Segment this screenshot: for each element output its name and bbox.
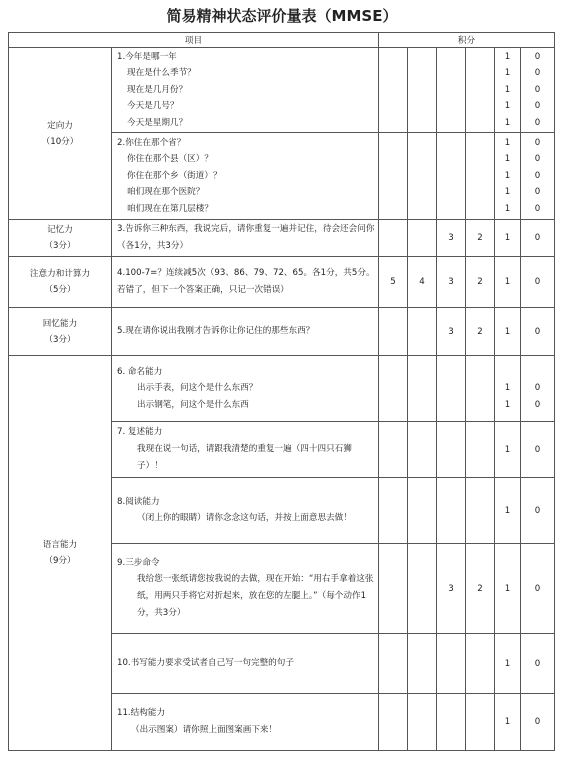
item-cell	[112, 133, 379, 220]
question-line: 现在是什么季节？	[127, 68, 196, 79]
category-language	[9, 356, 112, 751]
score-cell	[379, 220, 408, 257]
question-line: 你住在那个乡（街道）？	[127, 170, 222, 181]
category-orientation	[9, 48, 112, 220]
page-title: 简易精神状态评价量表（MMSE）	[166, 7, 398, 25]
question-line: 2.你住在那个省？	[117, 137, 186, 148]
category-label: 注意力和计算力	[29, 269, 91, 279]
score-value: 1	[504, 117, 511, 128]
score-cell: 2	[466, 220, 495, 257]
score-cell: 0	[521, 220, 555, 257]
score-cell	[379, 308, 408, 356]
score-cell	[408, 133, 437, 220]
item-cell	[112, 48, 379, 133]
score-cell	[437, 478, 466, 544]
score-cell	[437, 694, 466, 751]
question-text: 5.现在请你说出我刚才告诉你让你记住的那些东西？	[117, 326, 315, 336]
score-cell	[521, 133, 555, 220]
score-cell	[379, 48, 408, 133]
score-value: 0	[534, 117, 541, 128]
score-cell	[379, 694, 408, 751]
question-line: 你住在那个县（区）？	[127, 154, 213, 165]
table-row	[9, 220, 555, 257]
question-text: 4.100-7=？连续减5次（93、86、79、72、65。各1分，共5分。若错了，但下一个答案正确，只记一次错误）	[117, 268, 375, 295]
question-text: 我给您一张纸请您按我说的去做，现在开始：“用右手拿着这张纸，用两只手将它对折起来，放在您的左腿上。”（每个动作1分，共3分）	[137, 574, 374, 619]
score-cell	[466, 422, 495, 478]
table-row	[9, 356, 555, 422]
question-line: 咱们现在在第几层楼？	[127, 203, 213, 214]
score-cell	[379, 422, 408, 478]
item-cell	[112, 308, 379, 356]
score-cell: 0	[521, 694, 555, 751]
table-header-row	[9, 33, 555, 48]
question-text: （出示图案）请你照上面图案画下来！	[131, 725, 278, 735]
score-cell	[437, 48, 466, 133]
score-cell	[466, 634, 495, 694]
score-cell	[437, 356, 466, 422]
score-value: 0	[534, 101, 541, 112]
score-cell	[408, 694, 437, 751]
question-text: 3.告诉你三种东西，我说完后，请你重复一遍并记住，待会还会问你（各1分，共3分）	[117, 224, 375, 251]
score-value: 0	[534, 382, 541, 393]
category-recall	[9, 308, 112, 356]
score-value: 1	[504, 51, 511, 62]
score-cell: 3	[437, 544, 466, 634]
score-cell: 0	[521, 422, 555, 478]
score-value: 1	[504, 68, 511, 79]
score-cell	[408, 356, 437, 422]
score-value: 0	[534, 399, 541, 410]
category-label: 记忆力	[47, 225, 73, 235]
question-heading: 8.阅读能力	[117, 496, 160, 507]
score-cell: 2	[466, 544, 495, 634]
score-cell: 5	[379, 257, 408, 308]
score-cell: 2	[466, 257, 495, 308]
score-cell	[521, 48, 555, 133]
score-cell	[437, 422, 466, 478]
score-cell	[379, 133, 408, 220]
score-value: 0	[534, 187, 541, 198]
score-cell	[495, 48, 521, 133]
score-value: 1	[504, 101, 511, 112]
table-row	[9, 257, 555, 308]
category-memory	[9, 220, 112, 257]
question-line: 出示钢笔，问这个是什么东西	[137, 399, 249, 410]
category-points: （3分）	[44, 241, 76, 251]
score-cell: 1	[495, 220, 521, 257]
question-line: 今天是星期几？	[127, 117, 188, 128]
score-cell: 1	[495, 634, 521, 694]
score-cell: 3	[437, 257, 466, 308]
score-value: 0	[534, 84, 541, 95]
category-label: 回忆能力	[42, 318, 78, 329]
mmse-table	[8, 32, 555, 751]
item-cell	[112, 422, 379, 478]
score-value: 0	[534, 51, 541, 62]
score-cell: 1	[495, 422, 521, 478]
score-cell	[408, 422, 437, 478]
score-value: 1	[504, 154, 511, 165]
question-line: 咱们现在那个医院？	[127, 187, 205, 198]
score-cell: 0	[521, 308, 555, 356]
score-cell	[495, 133, 521, 220]
score-cell	[379, 544, 408, 634]
category-points: （5分）	[44, 285, 76, 295]
score-cell	[408, 478, 437, 544]
score-cell: 2	[466, 308, 495, 356]
score-cell	[408, 48, 437, 133]
score-cell: 4	[408, 257, 437, 308]
score-value: 1	[504, 84, 511, 95]
category-label: 定向力	[47, 120, 73, 131]
score-value: 1	[504, 187, 511, 198]
question-line: 出示手表，问这个是什么东西？	[137, 383, 258, 394]
score-cell: 1	[495, 544, 521, 634]
score-cell	[466, 478, 495, 544]
score-value: 1	[504, 137, 511, 148]
score-value: 1	[504, 399, 511, 410]
question-line: 1.今年是哪一年	[117, 51, 177, 62]
score-cell: 1	[495, 308, 521, 356]
score-cell: 3	[437, 220, 466, 257]
score-cell	[408, 308, 437, 356]
question-heading: 11.结构能力	[117, 708, 166, 719]
score-cell	[379, 478, 408, 544]
table-row	[9, 308, 555, 356]
score-cell	[379, 356, 408, 422]
score-cell: 0	[521, 257, 555, 308]
score-cell: 1	[495, 478, 521, 544]
category-points: （9分）	[44, 556, 76, 566]
item-cell	[112, 257, 379, 308]
category-label: 语言能力	[42, 540, 78, 550]
score-cell	[466, 694, 495, 751]
score-value: 0	[534, 154, 541, 165]
score-cell	[408, 634, 437, 694]
score-cell: 3	[437, 308, 466, 356]
score-value: 0	[534, 68, 541, 79]
score-value: 1	[504, 170, 511, 181]
score-cell	[379, 634, 408, 694]
header-item: 项目	[9, 33, 379, 48]
score-value: 0	[534, 170, 541, 181]
table-row	[9, 48, 555, 133]
question-line: 今天是几号？	[127, 101, 179, 112]
category-attention	[9, 257, 112, 308]
score-cell	[408, 544, 437, 634]
score-cell: 1	[495, 257, 521, 308]
score-cell: 0	[521, 634, 555, 694]
score-cell: 1	[495, 694, 521, 751]
item-cell	[112, 220, 379, 257]
item-cell	[112, 356, 379, 422]
score-cell: 0	[521, 478, 555, 544]
score-cell: 0	[521, 544, 555, 634]
header-score: 积分	[379, 33, 555, 48]
score-cell	[495, 356, 521, 422]
category-points: （3分）	[44, 334, 76, 345]
score-value: 0	[534, 137, 541, 148]
score-value: 1	[504, 382, 511, 393]
category-points: （10分）	[41, 136, 79, 147]
item-cell	[112, 544, 379, 634]
score-cell	[466, 356, 495, 422]
score-cell	[437, 634, 466, 694]
score-cell	[408, 220, 437, 257]
question-text: （闭上你的眼睛）请你念念这句话，并按上面意思去做！	[137, 513, 352, 524]
question-heading: 6. 命名能力	[117, 366, 163, 377]
question-line: 现在是几月份？	[127, 84, 188, 95]
score-cell	[437, 133, 466, 220]
question-heading: 10.书写能力要求受试者自己写一句完整的句子	[117, 658, 294, 669]
item-cell	[112, 634, 379, 694]
question-heading: 9.三步命令	[117, 557, 160, 568]
question-text: 我现在说一句话，请跟我清楚的重复一遍（四十四只石狮子）！	[137, 443, 352, 471]
score-value: 1	[504, 203, 511, 214]
score-cell	[466, 48, 495, 133]
score-value: 0	[534, 203, 541, 214]
item-cell	[112, 694, 379, 751]
score-cell	[466, 133, 495, 220]
score-cell	[521, 356, 555, 422]
item-cell	[112, 478, 379, 544]
question-heading: 7. 复述能力	[117, 427, 163, 438]
